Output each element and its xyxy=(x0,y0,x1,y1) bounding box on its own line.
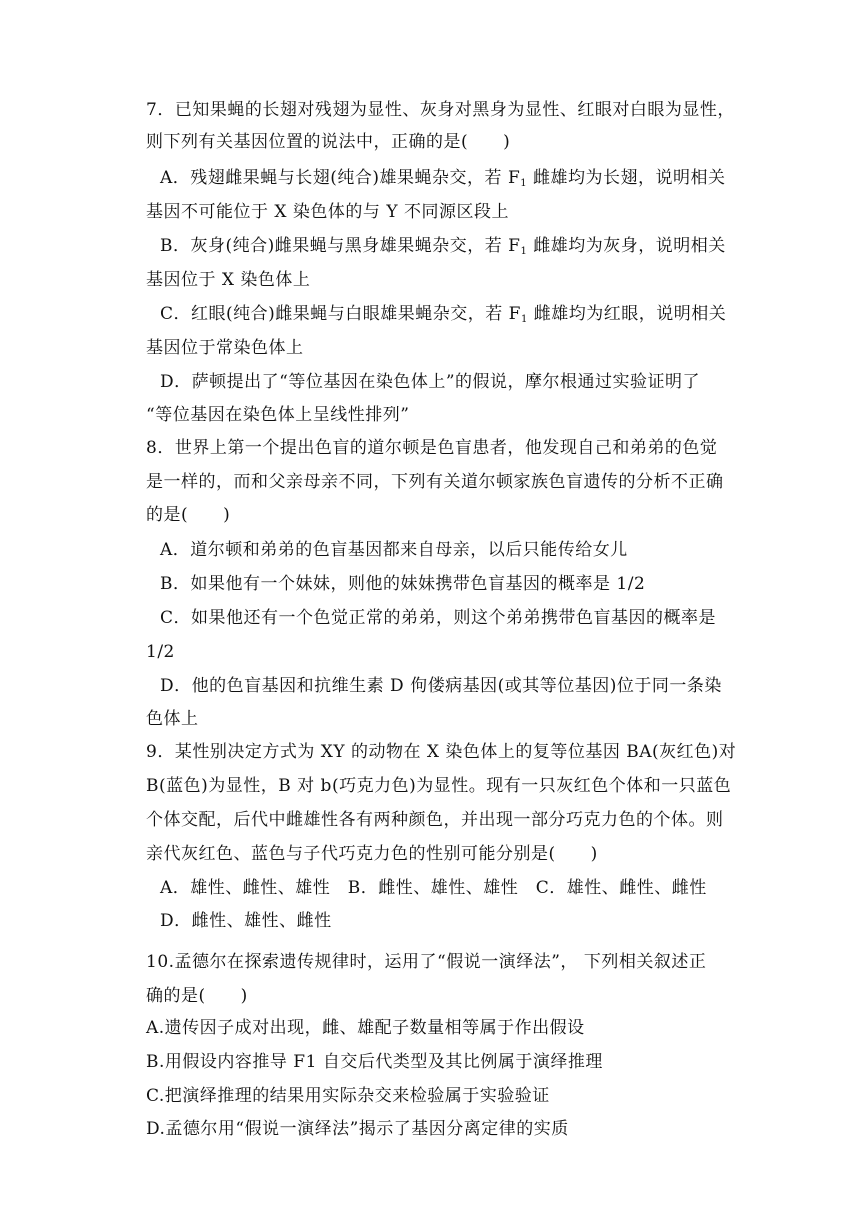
q7-option-a-line-1: A．残翅雌果蝇与长翅(纯合)雄果蝇杂交，若 $F_1$ 雌雄均为长翅，说明相关 xyxy=(160,168,726,189)
q9-options-abc: A．雄性、雌性、雄性 B．雌性、雄性、雄性 C．雄性、雌性、雌性 xyxy=(160,878,707,898)
q7-option-d-line-1: D．萨顿提出了“等位基因在染色体上”的假说，摩尔根通过实验证明了 xyxy=(160,372,701,392)
q7-option-c-line-1: C．红眼(纯合)雌果蝇与白眼雄果蝇杂交，若 $F_1$ 雌雄均为红眼，说明相关 xyxy=(160,304,727,325)
q10-option-b: B.用假设内容推导 F1 自交后代类型及其比例属于演绎推理 xyxy=(146,1052,603,1072)
q7-option-b-line-2: 基因位于 X 染色体上 xyxy=(146,270,311,290)
q7-option-c-line-2: 基因位于常染色体上 xyxy=(146,338,304,358)
q9-stem-line-1: 9．某性别决定方式为 XY 的动物在 X 染色体上的复等位基因 BA(灰红色)对 xyxy=(146,742,737,762)
q9-stem-line-2: B(蓝色)为显性，B 对 b(巧克力色)为显性。现有一只灰红色个体和一只蓝色 xyxy=(146,776,732,796)
q7-stem-line-1: 7．已知果蝇的长翅对残翅为显性、灰身对黑身为显性、红眼对白眼为显性， xyxy=(146,100,735,120)
q8-stem-line-2: 是一样的，而和父亲母亲不同，下列有关道尔顿家族色盲遗传的分析不正确 xyxy=(146,472,724,492)
q8-option-c-line-1: C．如果他还有一个色觉正常的弟弟，则这个弟弟携带色盲基因的概率是 xyxy=(160,608,717,628)
q10-option-c: C.把演绎推理的结果用实际杂交来检验属于实验验证 xyxy=(146,1086,550,1106)
q10-stem-line-2: 确的是( ) xyxy=(146,986,248,1006)
q8-option-d-line-1: D．他的色盲基因和抗维生素 D 佝偻病基因(或其等位基因)位于同一条染 xyxy=(160,676,722,696)
q7-option-a-line-2: 基因不可能位于 X 染色体的与 Y 不同源区段上 xyxy=(146,202,509,222)
q9-stem-line-4: 亲代灰红色、蓝色与子代巧克力色的性别可能分别是( ) xyxy=(146,844,598,864)
q7-option-d-line-2: “等位基因在染色体上呈线性排列” xyxy=(146,405,410,425)
q7-stem-line-2: 则下列有关基因位置的说法中，正确的是( ) xyxy=(146,132,511,152)
q8-option-d-line-2: 色体上 xyxy=(146,709,199,729)
q10-option-d: D.孟德尔用“假说一演绎法”揭示了基因分离定律的实质 xyxy=(146,1119,569,1139)
q8-option-b: B．如果他有一个妹妹，则他的妹妹携带色盲基因的概率是 1/2 xyxy=(160,574,646,594)
q8-stem-line-3: 的是( ) xyxy=(146,505,231,525)
q9-option-d: D．雌性、雄性、雌性 xyxy=(160,911,332,931)
q8-stem-line-1: 8．世界上第一个提出色盲的道尔顿是色盲患者，他发现自己和弟弟的色觉 xyxy=(146,438,718,458)
q10-stem-line-1: 10.孟德尔在探索遗传规律时，运用了“假说一演绎法”， 下列相关叙述正 xyxy=(146,952,707,972)
q9-stem-line-3: 个体交配，后代中雌雄性各有两种颜色，并出现一部分巧克力色的个体。则 xyxy=(146,810,724,830)
q10-option-a: A.遗传因子成对出现，雌、雄配子数量相等属于作出假设 xyxy=(146,1018,585,1038)
q8-option-a: A．道尔顿和弟弟的色盲基因都来自母亲，以后只能传给女儿 xyxy=(160,540,628,560)
q7-option-b-line-1: B．灰身(纯合)雌果蝇与黑身雄果蝇杂交，若 $F_1$ 雌雄均为灰身，说明相关 xyxy=(160,236,726,257)
q8-option-c-line-2: 1/2 xyxy=(146,642,175,662)
